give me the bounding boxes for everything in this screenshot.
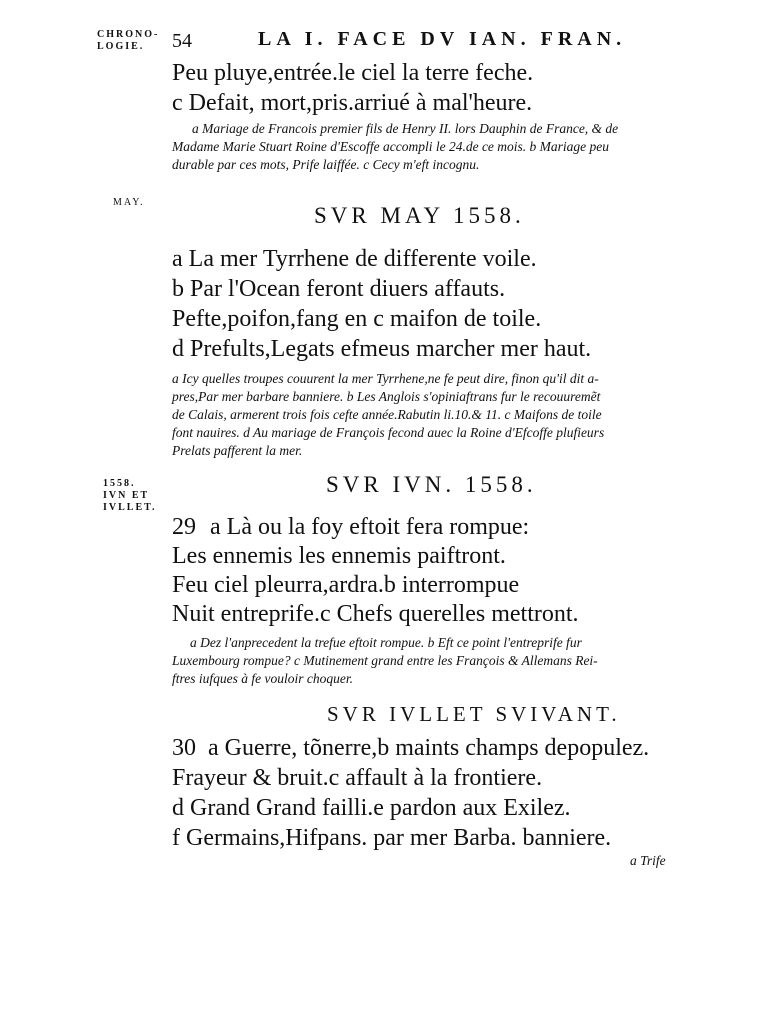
margin-label-line2: LOGIE. [97,41,145,52]
margin-label-line: IVN ET [103,490,150,501]
margin-label-chronologie [97,29,159,53]
footnote-line: font nauires. d Au mariage de François fecond auec la Roine d'Efcoffe plufieurs [172,425,605,440]
opening-verse-line: c Defait, mort,pris.arriué à mal'heure. [172,90,533,116]
footnote-line: Madame Marie Stuart Roine d'Escoffe accompli le 24.de ce mois. b Mariage peu [172,139,610,154]
opening-verse-line: Peu pluye,entrée.le ciel la terre feche. [172,60,534,86]
verse-number: 29 [172,514,196,540]
margin-label-line: 1558. [103,478,136,489]
footnote-line: de Calais, armerent trois fois cefte année.Rabutin li.10.& 11. c Maifons de toile [172,407,602,422]
verse-line: a Là ou la foy eftoit fera rompue: [210,514,530,540]
margin-label-june [103,478,157,514]
footnote-line: ftres iufques à fe vouloir choquer. [172,671,353,686]
page-number: 54 [172,30,192,52]
section-heading-june: SVR IVN. 1558. [326,472,537,497]
footnote-line: a Mariage de Francois premier fils de Henry II. lors Dauphin de France, & de [192,121,619,136]
verse-line: d Grand Grand failli.e pardon aux Exilez. [172,795,571,821]
margin-label-line1: CHRONO- [97,29,160,40]
verse-line: b Par l'Ocean feront diuers affauts. [172,276,506,302]
verse-line: d Prefults,Legats efmeus marcher mer haut. [172,336,592,362]
footnote-line: a Dez l'anprecedent la trefue eftoit rompue. b Eft ce point l'entreprife fur [190,635,582,650]
verse-line: Pefte,poifon,fang en c maifon de toile. [172,306,542,332]
verse-line: a La mer Tyrrhene de differente voile. [172,246,537,272]
margin-label-may: MAY. [113,197,145,208]
catchword: a Trife [630,853,666,868]
running-title: LA I. FACE DV IAN. FRAN. [258,28,627,50]
verse-number: 30 [172,735,196,761]
verse-line: f Germains,Hifpans. par mer Barba. banniere. [172,825,612,851]
section-heading-july: SVR IVLLET SVIVANT. [327,702,621,726]
footnote-line: pres,Par mer barbare banniere. b Les Anglois s'opiniaftrans fur le recouuremẽt [172,389,601,404]
footnote-line: Luxembourg rompue? c Mutinement grand entre les François & Allemans Rei- [172,653,598,668]
footnote-line: Prelats pafferent la mer. [172,443,303,458]
verse-line: Nuit entreprife.c Chefs querelles mettront. [172,601,579,627]
verse-line: Les ennemis les ennemis paiftront. [172,543,506,569]
verse-line: Frayeur & bruit.c affault à la frontiere. [172,765,543,791]
footnote-line: a Icy quelles troupes couurent la mer Tyrrhene,ne fe peut dire, finon qu'il dit a- [172,371,599,386]
margin-label-line: IVLLET. [103,502,157,513]
verse-line: a Guerre, tõnerre,b maints champs depopulez. [208,735,650,761]
section-heading-may: SVR MAY 1558. [314,203,525,228]
footnote-line: durable par ces mots, Prife laiffée. c Cecy m'eft incognu. [172,157,480,172]
verse-line: Feu ciel pleurra,ardra.b interrompue [172,572,520,598]
